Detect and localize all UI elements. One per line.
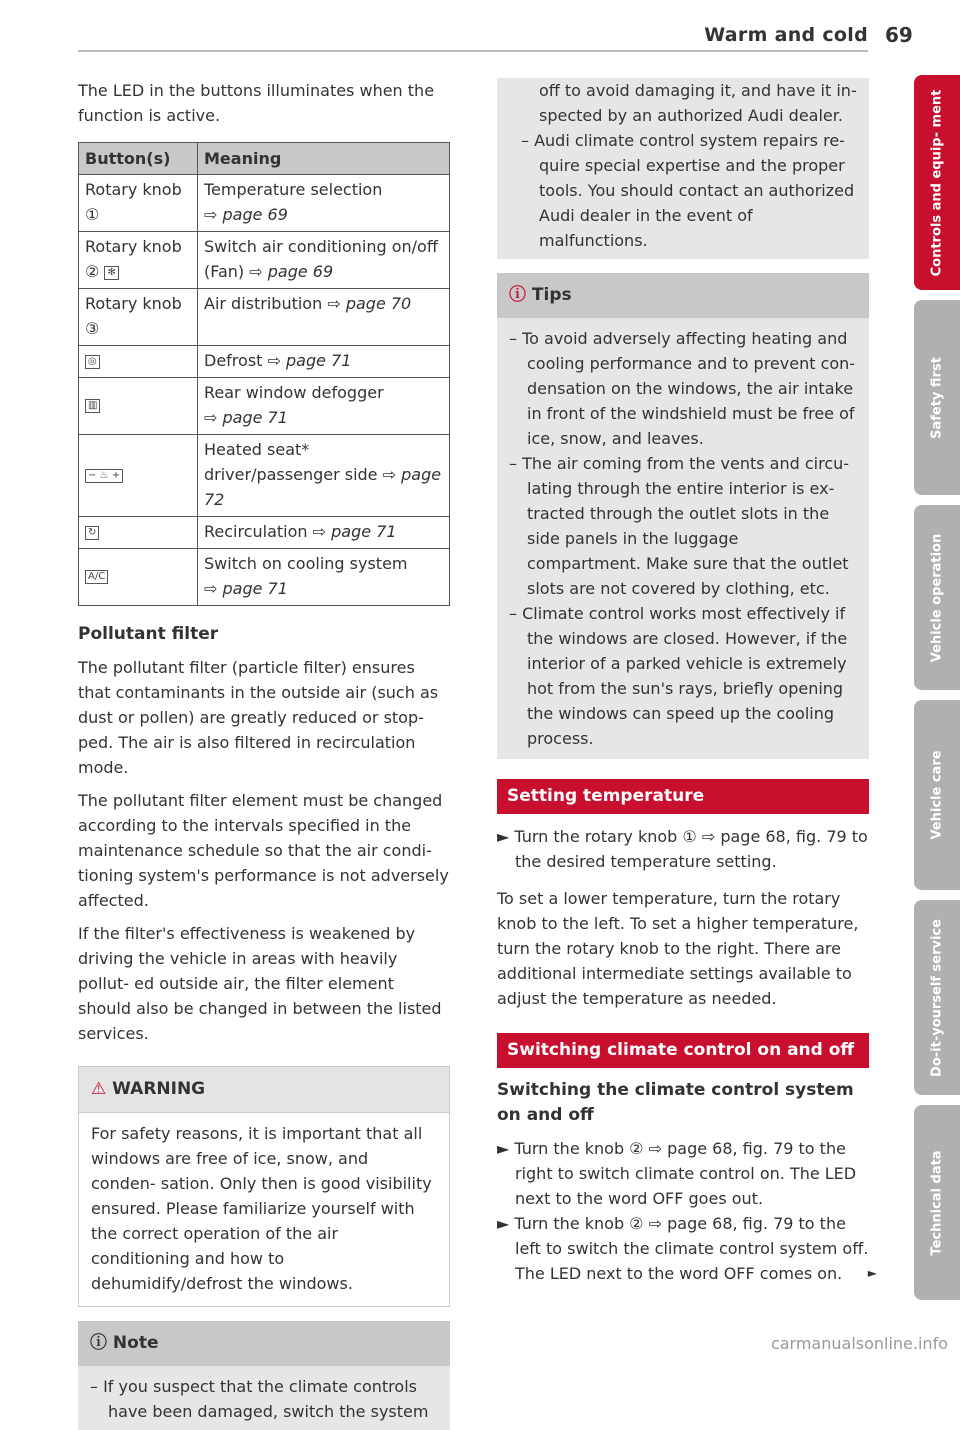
table-cell-button	[79, 517, 198, 549]
watermark: carmanualsonline.info	[770, 1334, 948, 1353]
setting-para: To set a lower temperature, turn the rotary knob to the left. To set a higher temperature, turn the rotary knob to the right. There are additional intermediate settings available to adjust the temperature as needed.	[497, 889, 859, 1008]
side-tab-diy-service[interactable]	[914, 900, 960, 1095]
table-row	[79, 289, 450, 346]
side-tab-safety[interactable]	[914, 300, 960, 495]
table-cell-meaning	[198, 346, 450, 378]
right-column	[497, 78, 877, 1286]
fan-icon: ✻	[104, 266, 118, 280]
heated-seat-icon: − ♨ +	[85, 469, 123, 483]
meaning-text: Recirculation	[204, 522, 308, 541]
ac-icon: A/C	[85, 570, 108, 584]
intro-text: The LED in the buttons illuminates when the function is active.	[78, 81, 435, 125]
tips-header	[497, 273, 869, 318]
meaning-text: Rear window defogger	[204, 383, 384, 402]
table-header-row	[79, 143, 450, 175]
pollutant-para-1: The pollutant filter (particle filter) ensures that contaminants in the outside air (such as dust or pollen) are greatly reduced or stop- ped. The air is also filtered in recirculation mode.	[78, 658, 439, 777]
side-tab-label: Safety first	[929, 356, 945, 439]
note-header	[78, 1321, 450, 1366]
note-icon: ⓘ	[90, 1333, 107, 1353]
page-ref: ⇨ page 71	[204, 408, 288, 427]
page-ref: ⇨ page 71	[312, 522, 397, 541]
rear-defogger-icon: ▥	[85, 399, 100, 413]
table-header-meaning: Meaning	[198, 143, 450, 175]
table-row	[79, 378, 450, 435]
pollutant-para-2: The pollutant filter element must be changed according to the intervals specified in the maintenance schedule so that the air condi- tioning system's performance is not adversely affected.	[78, 791, 449, 910]
setting-temperature-heading: Setting temperature	[497, 779, 869, 814]
side-tab-technical-data[interactable]	[914, 1105, 960, 1300]
tips-list	[497, 318, 869, 759]
pollutant-para-3: If the filter's effectiveness is weakened by driving the vehicle in areas with heavily pollut- ed outside air, the filter element should also be changed in between the listed services.	[78, 924, 442, 1043]
table-cell-button	[79, 346, 198, 378]
switching-heading: Switching climate control on and off	[497, 1033, 869, 1068]
side-tab-label: Technical data	[929, 1149, 945, 1256]
table-row	[79, 517, 450, 549]
button-meaning-table	[78, 142, 450, 606]
continue-arrow-icon: ►	[867, 1266, 877, 1280]
table-cell-meaning	[198, 289, 450, 346]
tips-box	[497, 273, 869, 759]
defrost-icon: ◎	[85, 355, 100, 369]
side-tab-label: Vehicle care	[929, 750, 945, 840]
table-row	[79, 232, 450, 289]
page-ref: ⇨ page 69	[204, 205, 288, 224]
header-rule	[78, 50, 868, 52]
table-cell-button	[79, 378, 198, 435]
note-item-1: – If you suspect that the climate controls have been damaged, switch the system	[90, 1377, 429, 1421]
pollutant-filter-heading: Pollutant filter	[78, 624, 219, 644]
side-tab-label: Controls and equip- ment	[929, 89, 945, 276]
note-item-2: – Audi climate control system repairs re- quire special expertise and the proper tools. You should contact an authorized Audi dealer in the event of malfunctions.	[521, 131, 855, 250]
note-box-continued	[497, 78, 869, 259]
table-cell-button	[79, 435, 198, 517]
table-header-button: Button(s)	[79, 143, 198, 175]
meaning-text: Heated seat* driver/passenger side	[204, 440, 378, 484]
side-tab-controls[interactable]	[914, 75, 960, 290]
recirculation-icon: ↻	[85, 526, 99, 540]
warning-box	[78, 1066, 450, 1307]
page-ref: ⇨ page 70	[327, 294, 412, 313]
table-cell-button	[79, 549, 198, 606]
tips-title: Tips	[531, 285, 572, 305]
warning-title: WARNING	[112, 1079, 206, 1099]
table-cell-meaning	[198, 435, 450, 517]
page-ref: ⇨ page 69	[249, 262, 334, 281]
warning-header	[79, 1067, 449, 1113]
page-ref: ⇨ page 72	[204, 465, 442, 509]
meaning-text: Temperature selection	[204, 180, 383, 199]
side-tab-label: Do-it-yourself service	[929, 918, 945, 1077]
meaning-text: Switch on cooling system	[204, 554, 408, 573]
note-title: Note	[112, 1333, 159, 1353]
warning-triangle-icon: ⚠	[91, 1079, 107, 1099]
table-cell-button: Rotary knob ①	[79, 175, 198, 232]
info-icon: ⓘ	[509, 285, 526, 305]
running-header-title: Warm and cold	[704, 24, 868, 46]
table-cell-meaning	[198, 549, 450, 606]
page-number: 69	[885, 23, 913, 47]
table-cell-button: Rotary knob ③	[79, 289, 198, 346]
meaning-text: Switch air conditioning on/off (Fan)	[204, 237, 438, 281]
tip-item: – Climate control works most effectively if the windows are closed. However, if the interior of a parked vehicle is extremely hot from the sun's rays, briefly opening the windows can speed up the cooling process.	[509, 604, 848, 748]
table-cell-meaning	[198, 175, 450, 232]
meaning-text: Air distribution	[204, 294, 323, 313]
table-cell-meaning	[198, 378, 450, 435]
meaning-text: Defrost	[204, 351, 263, 370]
table-cell-meaning	[198, 232, 450, 289]
setting-step: ► Turn the rotary knob ① ⇨ page 68, fig. 79 to the desired temperature setting.	[497, 827, 868, 871]
switching-subheading: Switching the climate control system on and off	[497, 1080, 854, 1125]
tip-item: – To avoid adversely affecting heating and cooling performance and to prevent con- densation on the windows, the air intake in front of the windshield must be free of ice, snow, and leaves.	[509, 329, 856, 448]
side-tab-vehicle-care[interactable]	[914, 700, 960, 890]
page-ref: ⇨ page 71	[204, 579, 288, 598]
note-box	[78, 1321, 450, 1430]
warning-text: For safety reasons, it is important that all windows are free of ice, snow, and conden- sation. Only then is good visibility ensured. Please familiarize yourself with the correct operation of the air conditioning and how to dehumidify/defrost the windows.	[91, 1124, 432, 1293]
switch-step-off: ► Turn the knob ② ⇨ page 68, fig. 79 to the left to switch the climate control system off. The LED next to the word OFF comes on.	[497, 1214, 869, 1283]
button-text: Rotary knob ②	[85, 237, 182, 281]
left-column	[78, 78, 450, 1430]
switch-step-on: ► Turn the knob ② ⇨ page 68, fig. 79 to the right to switch climate control on. The LED next to the word OFF goes out.	[497, 1139, 857, 1208]
table-row	[79, 549, 450, 606]
side-tab-label: Vehicle operation	[929, 533, 945, 662]
side-tab-vehicle-operation[interactable]	[914, 505, 960, 690]
table-row	[79, 175, 450, 232]
page-ref: ⇨ page 71	[267, 351, 352, 370]
table-row	[79, 346, 450, 378]
table-cell-button	[79, 232, 198, 289]
table-cell-meaning	[198, 517, 450, 549]
note-item-1-cont: off to avoid damaging it, and have it in- spected by an authorized Audi dealer.	[539, 81, 857, 125]
table-row	[79, 435, 450, 517]
tip-item: – The air coming from the vents and circu- lating through the entire interior is ex- tracted through the outlet slots in the side panels in the luggage compartment. Make sure that the outlet slots are not covered by clothing, etc.	[509, 454, 850, 598]
